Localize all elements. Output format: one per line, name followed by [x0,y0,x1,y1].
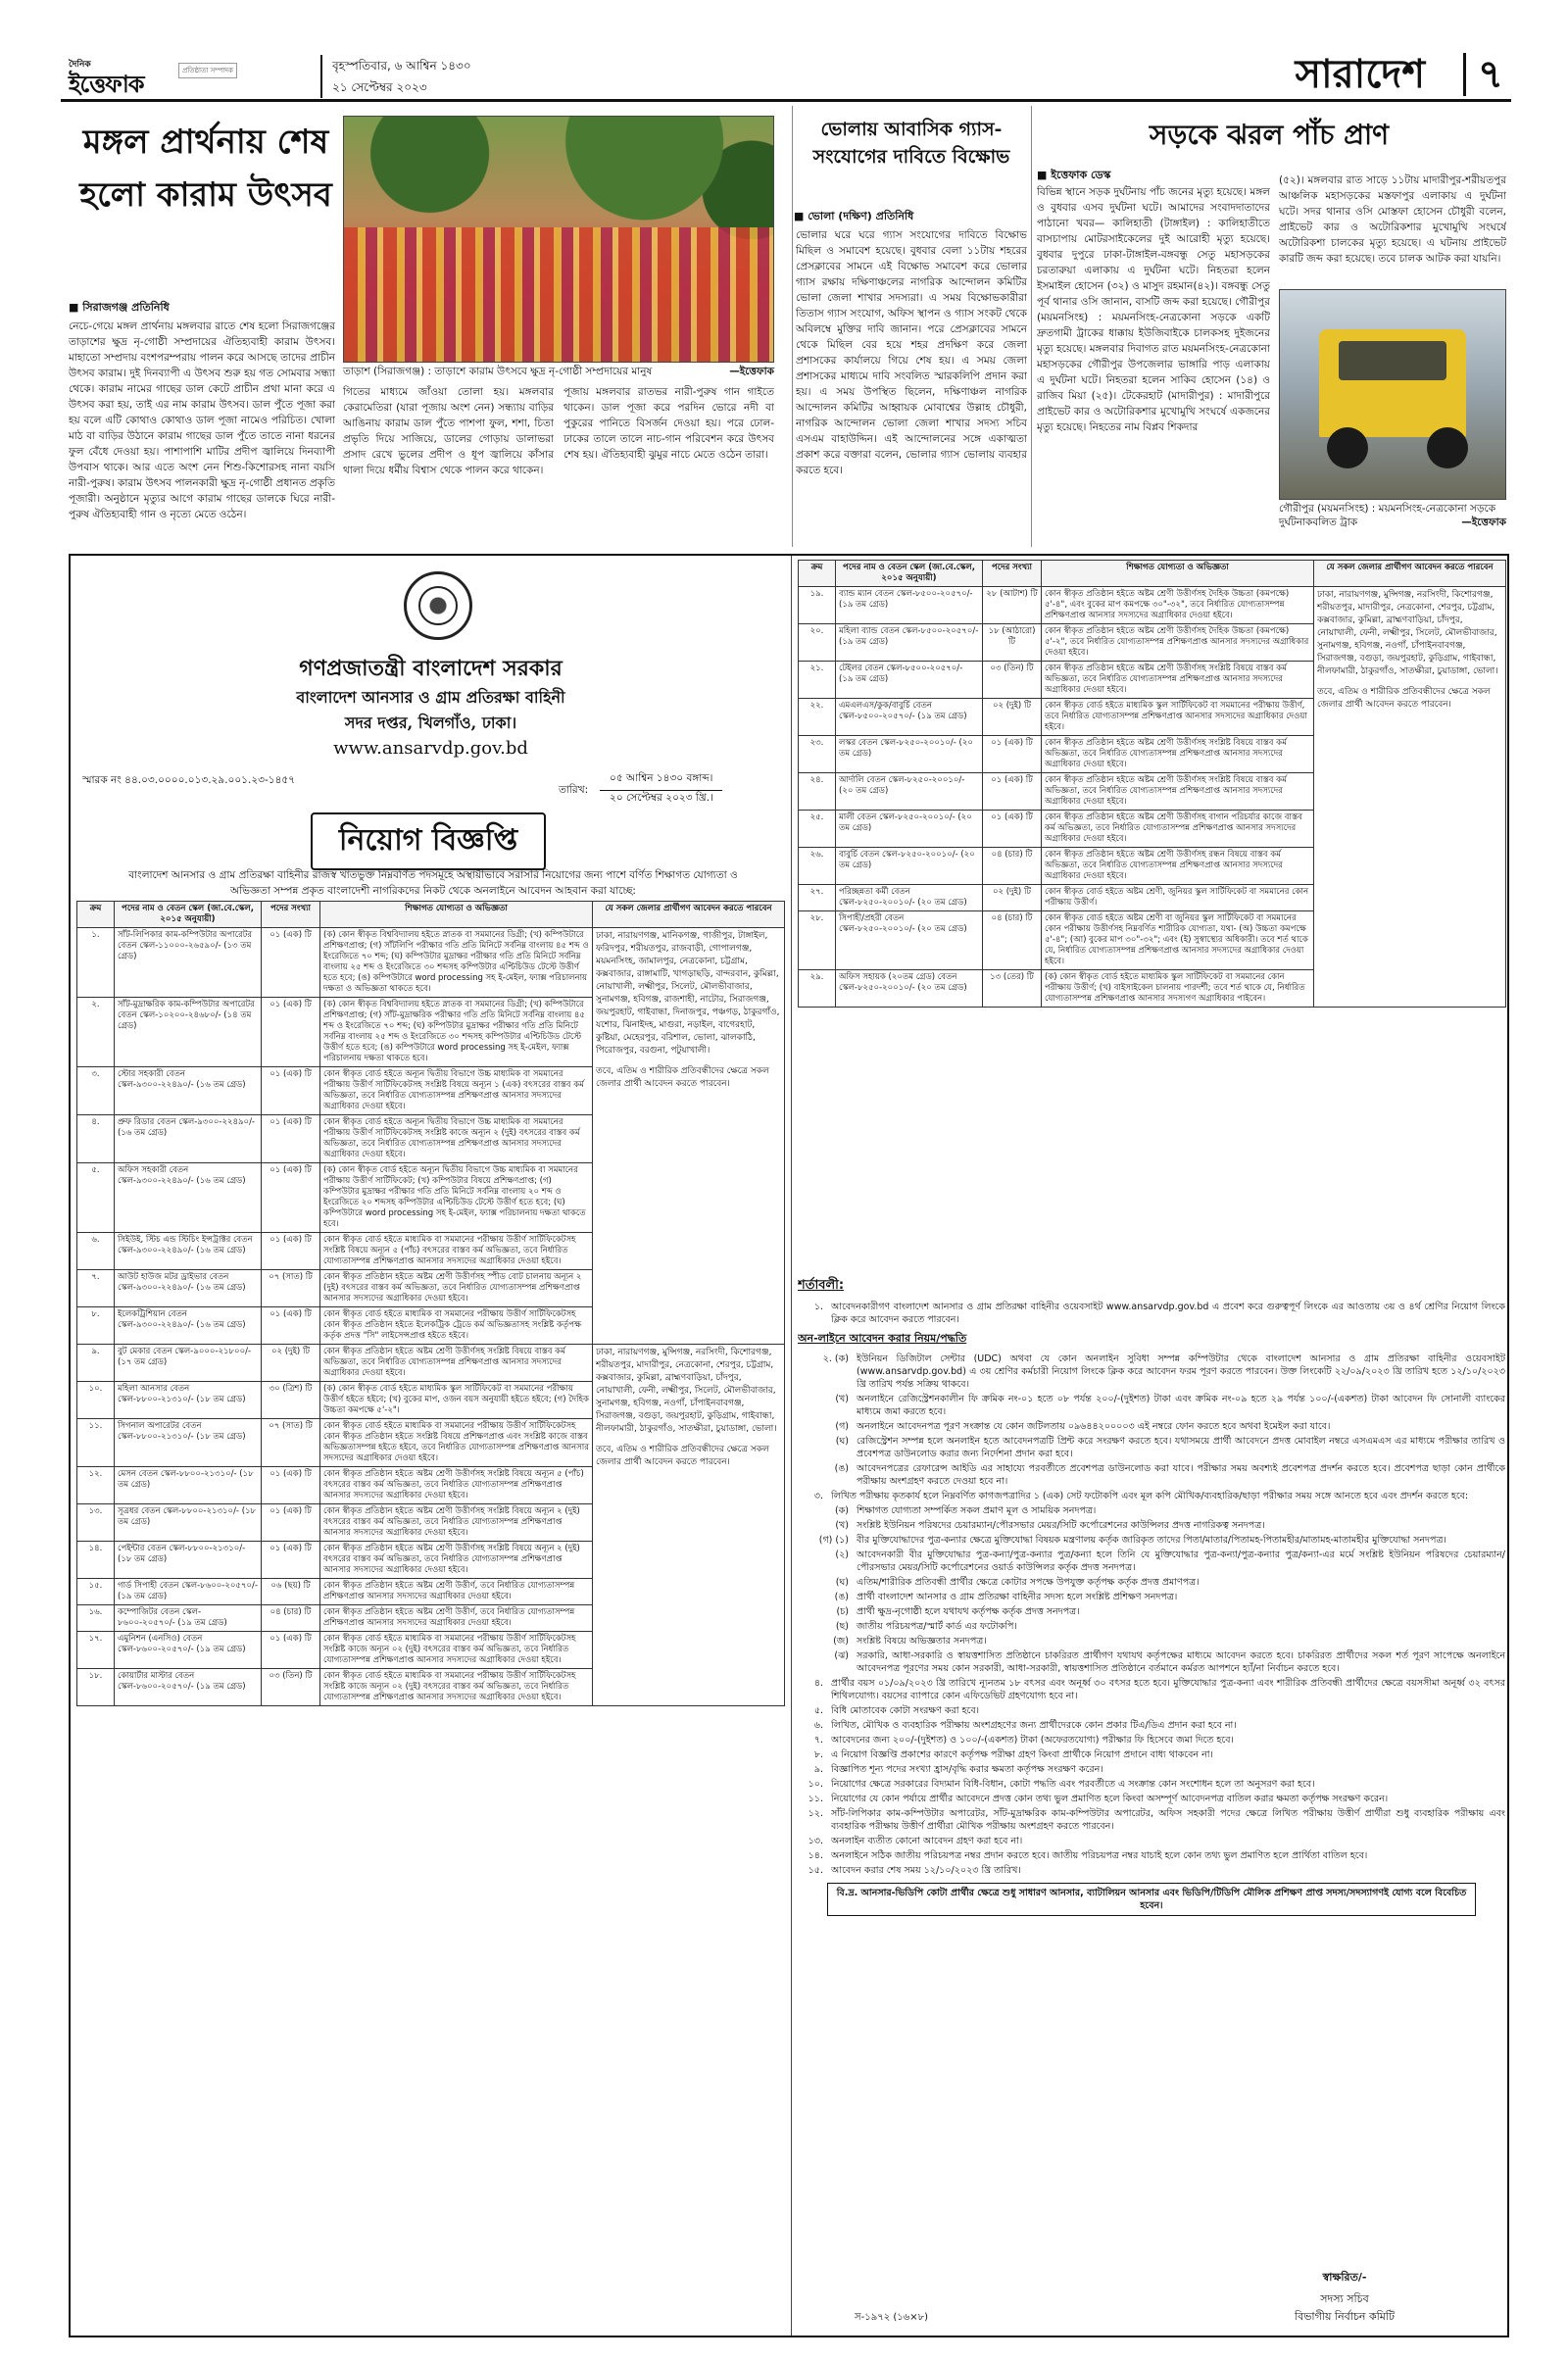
post-name-scale: বাবুর্চি বেতন স্কেল-৮২৫০-২০০১০/- (২০ তম গ্রেড) [836,848,983,885]
eligible-districts [1314,587,1506,1008]
eligible-districts [593,928,785,1345]
general-conditions-list [798,1677,1505,1877]
road-accident-col1: বিভিন্ন স্থানে সড়ক দুর্ঘটনায় পাঁচ জনের মৃত্যু হয়েছে। মঙ্গল ও বুধবার এসব দুর্ঘটনা ঘটে। আমাদের সংবাদদাতাদের পাঠানো খবর— কালিহাতী (টাঙ্গাইল) : কালিহাতীতে বাসচাপায় মোটরসাইকেলের দুই আরোহী মৃত্যু হয়েছে। বুধবার দুপুরে ঢাকা-টাঙ্গাইল-বঙ্গবন্ধু সেতু মহাসড়কের চরতারুয়া এলাকায় এ দুর্ঘটনা ঘটে। নিহতরা হলেন ইসমাইল হোসেন (৩২) ও মাসুদ রহমান(৪২)। বঙ্গবন্ধু সেতু পূর্ব থানার ওসি জানান, বাসটি জব্দ করা হয়েছে। গৌরীপুর (ময়মনসিংহ) : ময়মনসিংহ-নেত্রকোনা সড়কে একটি দ্রুতগামী ট্রাকের ধাক্কায় ইউজিবাইকে চালকসহ দুইজনের মৃত্যু হয়েছে। মঙ্গলবার দিবাগত রাত ময়মনসিংহ-নেত্রকোনা মহাসড়কের গৌরীপুর উপজেলার ভাঙ্গারি পাড় এলাকায় এ দুর্ঘটনা ঘটে। নিহতরা হলেন সাকিব হোসেন (১৪) ও রাজিব মিয়া (২৫)। টেকেরহাট (মাদারীপুর) : মাদারীপুরে প্রাইভেট কার ও অটোরিকশার মুখোমুখি সংঘর্ষে একজনের মৃত্যু হয়েছে। নিহতের নাম বিপ্লব শিকদার [1037,186,1270,433]
condition-number: ১১. [808,1794,823,1804]
post-serial: ২৩. [799,736,836,773]
road-accident-byline: ■ ইত্তেফাক ডেস্ক [1037,169,1111,181]
condition-text: প্রার্থী বাংলাদেশ আনসার ও গ্রাম প্রতিরক্ষা বাহিনীর সদস্য হলে সংশ্লিষ্ট প্রশিক্ষণ সনদপত্র। [857,1592,1178,1602]
post-count: ০১ (এক) টি [262,1067,320,1115]
condition-item [798,1849,1505,1862]
post-count: ০১ (এক) টি [983,811,1042,848]
condition-item [798,1591,1505,1603]
post-name-scale: বুট মেকার বেতন স্কেল-৯০০০-২১৮০০/- (১৭ তম গ্রেড) [115,1345,262,1382]
post-count: ০৪ (চার) টি [983,911,1042,970]
condition-text: আবেদনকারীগণ বাংলাদেশ আনসার ও গ্রাম প্রতিরক্ষা বাহিনীর ওয়েবসাইট www.ansarvdp.gov.bd এ প্রবেশ করে গুরুত্বপূর্ণ লিংকে এর আওতায় ৩য় ও ৪র্থ শ্রেণির নিয়োগ লিংকে ক্লিক করে আবেদন করতে পারবেন। [831,1302,1505,1325]
karam-photo-caption [343,365,774,378]
post-qualification: কোন স্বীকৃত প্রতিষ্ঠান হইতে অষ্টম শ্রেণী উত্তীর্ণসহ দৈহিক উচ্চতা (কমপক্ষে) ৫'-২", তবে নির্ধারিত যোগ্যতাসম্পন্ন প্রশিক্ষণপ্রাপ্ত আনসার সদস্যদের অগ্রাধিকার দেওয়া হইবে। [1042,624,1314,662]
post-name-scale: এমএলএস/কুক/বাবুর্চি বেতন স্কেল-৮৫০০-২০৫৭০/- (১৯ তম গ্রেড) [836,699,983,736]
condition-number: ৯. [813,1764,823,1775]
condition-text: জাতীয় পরিচয়পত্র/স্মার্ট কার্ড এর ফটোকপি। [857,1621,1017,1632]
post-name-scale: মালী বেতন স্কেল-৮২৫০-২০০১০/- (২০ তম গ্রেড) [836,811,983,848]
post-qualification: কোন স্বীকৃত বোর্ড হইতে অষ্টম শ্রেণী বা জুনিয়র স্কুল সার্টিফিকেট বা সমমানের কোন পরীক্ষায় উত্তীর্ণসহ নিম্নবর্ণিত শারীরিক যোগ্যতা, যথা- (অ) উচ্চতা কমপক্ষে ৫'-৪"; (আ) বুকের মাপ ৩০"-৩২"; এবং (ই) সুস্বাস্থ্যের অধিকারী। তবে শর্ত থাকে যে, নির্ধারিত যোগ্যতাসম্পন্ন প্রশিক্ষণপ্রাপ্ত আনসার সদস্যদের অগ্রাধিকার দেওয়া হইবে। [1042,911,1314,970]
post-count: ০১ (এক) টি [262,1542,320,1579]
condition-number: ১২. [808,1808,823,1819]
header-serial: ক্রম [799,561,836,587]
post-count: ০১ (এক) টি [262,1467,320,1504]
condition-number: (ঙ) [834,1463,849,1474]
accident-truck-photo[interactable] [1279,289,1506,500]
post-name-scale: স্টোর সহকারী বেতন স্কেল-৯৩০০-২২৪৯০/- (১৬ তম গ্রেড) [115,1067,262,1115]
post-qualification: (ক) কোন স্বীকৃত বিশ্ববিদ্যালয় হইতে স্নাতক বা সমমানের ডিগ্রী; (খ) কম্পিউটারে প্রশিক্ষণপ্রাপ্ত; (গ) সাঁটলিপি পরীক্ষার গতি প্রতি মিনিটে সর্বনিম্ন বাংলায় ৪৫ শব্দ ও ইংরেজিতে ৭০ শব্দ; (ঘ) কম্পিউটার মুদ্রাক্ষর পরীক্ষার গতি প্রতি মিনিটে সর্বনিম্ন বাংলায় ২৫ শব্দ ও ইংরেজিতে ৩০ শব্দসহ কম্পিউটার এপ্টিচিউড টেস্টে উত্তীর্ণ হতে হবে; (ঙ) কম্পিউটারে word processing সহ ই-মেইল, ফ্যাক্স পরিচালনায় দক্ষতা ও অভিজ্ঞতা থাকতে হবে। [320,928,593,998]
header-districts: যে সকল জেলার প্রার্থীগণ আবেদন করতে পারবেন [1314,561,1506,587]
karam-caption-text: তাড়াশ (সিরাজগঞ্জ) : তাড়াশে কারাম উৎসবে ক্ষুদ্র নৃ-গোষ্ঠী সম্প্রদায়ের মানুষ [343,366,653,377]
post-serial: ২৫. [799,811,836,848]
post-serial: ৬. [77,1233,115,1270]
condition-item [798,1649,1505,1675]
conditions-section [798,1276,1505,2295]
condition-item [798,1835,1505,1847]
post-name-scale: পেইন্টার বেতন স্কেল-৮৮০০-২১৩১০/- (১৮ তম গ্রেড) [115,1542,262,1579]
post-qualification: (ক) কোন স্বীকৃত বোর্ড হইতে মাধ্যমিক স্কুল সার্টিফিকেট বা সমমানের পরীক্ষায় উত্তীর্ণ হইতে হইবে; (খ) বুকের মাপ, ওজন বয়স অনুযায়ী হইতে হইবে; (গ) দৈহিক উচ্চতা কমপক্ষে ৫'-২"। [320,1382,593,1419]
post-serial: ৮. [77,1307,115,1345]
post-count: ৩০ (ত্রিশ) টি [262,1382,320,1419]
conditions-title: শর্তাবলী: [798,1278,845,1293]
notice-date-bengali: ০৫ আশ্বিন ১৪৩০ বঙ্গাব্দ। [600,771,722,791]
post-name-scale: মহিলা ব্যান্ড বেতন স্কেল-৮৫০০-২০৫৭০/- (১৯ তম গ্রেড) [836,624,983,662]
newspaper-logo[interactable] [69,57,265,98]
page-number: ৭ [1463,53,1503,96]
condition-number: ৭. [813,1735,823,1746]
condition-number: (ঙ) [834,1592,849,1602]
condition-text: ইউনিয়ন ডিজিটাল সেন্টার (UDC) অথবা যে কোন অনলাইন সুবিধা সম্পন্ন কম্পিউটার থেকে বাংলাদেশ আনসার ও গ্রাম প্রতিরক্ষা বাহিনীর ওয়েবসাইট (www.ansarvdp.gov.bd) এ ৩য় শ্রেণির কর্মচারী নিয়োগ লিংকে ক্লিক করে আবেদন ফরম পূরণ করতে পারবেন। উক্ত লিংকেটি ২২/০৯/২০২৩ খ্রি তারিখ হতে ১২/১০/২০২৩ খ্রি তারিখ পর্যন্ত সক্রিয় থাকবে। [857,1353,1505,1390]
post-count: ০৩ (তিন) টি [983,662,1042,699]
post-name-scale: সিইউই, স্টিচ এন্ড স্টিচিং ইন্সট্রাক্টর বেতন স্কেল-৯৩০০-২২৪৯০/- (১৬ তম গ্রেড) [115,1233,262,1270]
condition-text: সরকারি, আধা-সরকারি ও স্বায়ত্তশাসিত প্রতিষ্ঠানে চাকরিরত প্রার্থীগণ যথাযথ কর্তৃপক্ষের মাধ্যমে আবেদন করতে হবে। চাকরিরত প্রার্থীদের সকল শর্ত পূরণ সাপেক্ষে অনলাইনে আবেদনপত্র পূরণের সময় কোন সরকারী, আধা-সরকারী, স্বায়ত্তশাসিত প্রতিষ্ঠানে বর্তমানে কর্মরত আপশনে হ্যাঁ/না নির্বাচন করতে হবে। [857,1650,1505,1674]
post-count: ০২ (দুই) টি [262,1345,320,1382]
condition-text: লিখিত পরীক্ষায় কৃতকার্য হলে নিম্নবর্ণিত কাগজপত্রাদির ১ (এক) সেট ফটোকপি এবং মূল কপি মৌখিক/ব্যবহারিক/ছাড়া পরীক্ষার সময় সঙ্গে আনতে হবে এবং প্রদর্শন করতে হবে: [831,1491,1469,1501]
condition-item [798,1435,1505,1460]
districts-note: তবে, এতিম ও শারীরিক প্রতিবন্ধীদের ক্ষেত্রে সকল জেলার প্রার্থী আবেদন করতে পারবেন। [1317,687,1491,710]
condition-text: বীর মুক্তিযোদ্ধাদের পুত্র-কন্যার ক্ষেত্রে মুক্তিযোদ্ধা বিষয়ক মন্ত্রণালয় কর্তৃক জারিকৃত তাদের পিতা/মাতার/পিতামহ-পিতামহীর/মাতামহ-মাতামহীর মুক্তিযোদ্ধা সনদপত্র। [857,1535,1446,1546]
condition-text: অনলাইনে সঠিক জাতীয় পরিচয়পত্র নম্বর প্রদান করতে হবে। জাতীয় পরিচয়পত্র নম্বর যাচাই হলে কোন তথ্য ভুল প্রমাণিত হলে প্রার্থিতা বাতিল হবে। [831,1850,1368,1861]
post-count: ০১ (এক) টি [262,1504,320,1542]
condition-text: বিজ্ঞাপিত শূন্য পদের সংখ্যা হ্রাস/বৃদ্ধি করার ক্ষমতা কর্তৃপক্ষ সংরক্ষণ করেন। [831,1764,1103,1775]
condition-text: শিক্ষাগত যোগ্যতা সম্পর্কিত সকল প্রমাণ মূল ও সাময়িক সনদপত্র। [857,1505,1097,1516]
logo-wordmark: ইত্তেফাক [69,70,144,98]
post-serial: ২৬. [799,848,836,885]
post-serial: ১২. [77,1467,115,1504]
post-name-scale: সূত্রধর বেতন স্কেল-৮৮০০-২১৩১০/- (১৮ তম গ্রেড) [115,1504,262,1542]
post-count: ০৬ (ছয়) টি [262,1579,320,1605]
condition-item [798,1635,1505,1648]
post-qualification: কোন স্বীকৃত প্রতিষ্ঠান হইতে অষ্টম শ্রেণী উত্তীর্ণ, তবে নির্ধারিত যোগ্যতাসম্পন্ন প্রশিক্ষণপ্রাপ্ত আনসার সদস্যদের অগ্রাধিকার দেওয়া হইবে। [320,1605,593,1632]
post-name-scale: প্রুফ রিডার বেতন স্কেল-৯৩০০-২২৪৯০/- (১৬ তম গ্রেড) [115,1115,262,1163]
truck-wheel-image [1427,427,1468,468]
post-serial: ১৯. [799,587,836,624]
condition-item [798,1393,1505,1418]
header-post-name: পদের নাম ও বেতন স্কেল (জা.বে.স্কেল, ২০১৫ অনুযায়ী) [115,902,262,928]
post-qualification: কোন স্বীকৃত প্রতিষ্ঠান হইতে অষ্টম শ্রেণী উত্তীর্ণসহ সংশ্লিষ্ট বিষয়ে অন্যূন ৫ (পাঁচ) বৎসরের বাস্তব কর্ম অভিজ্ঞতা, তবে নির্ধারিত যোগ্যতাসম্পন্ন প্রশিক্ষণপ্রাপ্ত আনসার সদস্যদের অগ্রাধিকার দেওয়া হইবে। [320,1467,593,1504]
post-count: ০৭ (সাত) টি [262,1270,320,1307]
districts-note: তবে, এতিম ও শারীরিক প্রতিবন্ধীদের ক্ষেত্রে সকল জেলার প্রার্থী আবেদন করতে পারবেন। [596,1066,769,1089]
post-name-scale: কম্পোজিটর বেতন স্কেল- ৮৬০০-২০৫৭০/- (১৯ তম গ্রেড) [115,1605,262,1632]
header-serial: ক্রম [77,902,115,928]
condition-number: (ঘ) [835,1577,849,1588]
post-serial: ২৮. [799,911,836,970]
truck-wheel-image [1327,427,1368,468]
truck-photo-caption [1279,502,1506,529]
eligible-districts [593,1345,785,1706]
posts-table-left [76,901,785,1706]
condition-item [798,1519,1505,1532]
post-qualification: কোন স্বীকৃত প্রতিষ্ঠান হইতে অষ্টম শ্রেণী উত্তীর্ণসহ বাগান পরিচর্যার কাজে বাস্তব কর্ম অভিজ্ঞতা, তবে নির্ধারিত যোগ্যতাসম্পন্ন প্রশিক্ষণপ্রাপ্ত আনসার সদস্যদের অগ্রাধিকার দেওয়া হইবে। [1042,811,1314,848]
header-qualification: শিক্ষাগত যোগ্যতা ও অভিজ্ঞতা [320,902,593,928]
post-serial: ২১. [799,662,836,699]
post-qualification: কোন স্বীকৃত প্রতিষ্ঠান হইতে অষ্টম শ্রেণী উত্তীর্ণসহ সংশ্লিষ্ট বিষয়ে বাস্তব কর্ম অভিজ্ঞতা, তবে নির্ধারিত যোগ্যতাসম্পন্ন প্রশিক্ষণপ্রাপ্ত আনসার সদস্যদের অগ্রাধিকার দেওয়া হইবে। [1042,662,1314,699]
condition-text: সংশ্লিষ্ট ইউনিয়ন পরিষদের চেয়ারম্যান/পৌরসভার মেয়র/সিটি কর্পোরেশনের কাউন্সিলর প্রদত্ত নাগরিকত্ব সনদপত্র। [857,1520,1265,1531]
truck-caption-text: গৌরীপুর (ময়মনসিংহ) : ময়মনসিংহ-নেত্রকোনা সড়কে দুর্ঘটনাকবলিত ট্রাক [1279,503,1496,528]
post-count: ০২ (দুই) টি [983,885,1042,911]
post-serial: ২২. [799,699,836,736]
condition-number: (গ) (১) [818,1535,849,1546]
road-accident-headline[interactable]: সড়কে ঝরল পাঁচ প্রাণ [1149,119,1390,151]
truck-windshield-image [1339,341,1446,380]
masthead [61,51,1511,102]
online-apply-list [798,1353,1505,1488]
post-serial: ৩. [77,1067,115,1115]
post-serial: ১৭. [77,1632,115,1669]
post-serial: ৪. [77,1115,115,1163]
condition-number: (গ) [835,1421,849,1432]
post-name-scale: অফিস সহায়ক (২০তম গ্রেড) বেতন স্কেল-৮২৫০-২০০১০/- (২০ তম গ্রেড) [836,970,983,1008]
condition-item [798,1719,1505,1732]
condition-item [798,1807,1505,1833]
notice-date-gregorian: ২০ সেপ্টেম্বর ২০২৩ খ্রি.। [610,792,713,804]
karam-festival-photo[interactable] [343,116,774,363]
post-qualification: কোন স্বীকৃত প্রতিষ্ঠান হইতে অষ্টম শ্রেণী উত্তীর্ণসহ স্পীড বোট চালনায় অন্যূন ২ (দুই) বৎসরের বাস্তব কর্ম অভিজ্ঞতা, তবে নির্ধারিত যোগ্যতাসম্পন্ন প্রশিক্ষণপ্রাপ্ত আনসার সদস্যদের অগ্রাধিকার দেওয়া হইবে। [320,1270,593,1307]
online-apply-title: অন-লাইনে আবেদন করার নিয়ম/পদ্ধতি [798,1332,967,1345]
condition-number: ১৪. [808,1850,823,1861]
condition-text: সংশ্লিষ্ট বিষয়ে অভিজ্ঞতার সনদপত্র। [857,1636,987,1647]
road-accident-col2: (৫২)। মঙ্গলবার রাত সাড়ে ১১টায় মাদারীপুর-শরীয়তপুর আঞ্চলিক মহাসড়কের মস্তফাপুর এলাকায় এ দুর্ঘটনা ঘটে। সদর থানার ওসি মোস্তফা হোসেন চৌধুরী বলেন, প্রাইভেট কার ও অটোরিকশার মুখোমুখি সংঘর্ষে অটোরিকশা চালকের মৃত্যু হয়েছে। এ ঘটনায় প্রাইভেট কারটি জব্দ করা হয়েছে। তবে চালক আটক করা যায়নি। [1279,174,1506,265]
notice-intro: বাংলাদেশ আনসার ও গ্রাম প্রতিরক্ষা বাহিনীর রাজস্ব খাতভুক্ত নিম্নবর্ণিত পদসমূহে অস্থায়ীভাবে সরাসরি নিয়োগের জন্য পাশে বর্ণিত শিক্ষাগত যোগ্যতা ও অভিজ্ঞতা সম্পন্ন প্রকৃত বাংলাদেশী নাগরিকদের নিকট থেকে অনলাইনে আবেদন আহবান করা যাচ্ছে: [128,869,738,897]
karam-article-col3: পূজায় মঙ্গলবার রাতভর নারী-পুরুষ গান গাইতে থাকেন। ডাল পূজা করে পরদিন ভোরে নদী বা পুকুরের পানিতে বিসর্জন দেওয়া হয়। পরে ঢোল-ঢাকের তালে তালে নাচ-গান পরিবেশন করে উৎসব শেষ হয়। ঐতিহ্যবাহী ঝুমুর নাচে মেতে ওঠেন তারা। [564,386,774,461]
karam-festival-headline[interactable]: মঙ্গল প্রার্থনায় শেষ হলো কারাম উৎসব [79,123,332,215]
memo-number: স্মারক নং ৪৪.০৩.০০০০.০১৩.২৯.০০১.২৩-১৪৫৭ [82,774,296,786]
government-title: গণপ্রজাতন্ত্রী বাংলাদেশ সরকার [299,656,563,681]
government-seal-icon [404,571,472,640]
post-qualification: কোন স্বীকৃত বোর্ড হইতে অষ্টম শ্রেণী, জুনিয়র স্কুল সার্টিফিকেট বা সমমানের কোন পরীক্ষায় উত্তীর্ণ। [1042,885,1314,911]
post-name-scale: ব্যান্ড ম্যান বেতন স্কেল-৮৫০০-২০৫৭০/- (১৯ তম গ্রেড) [836,587,983,624]
post-qualification: কোন স্বীকৃত বোর্ড হইতে মাধ্যমিক বা সমমানের পরীক্ষায় উত্তীর্ণ সার্টিফিকেটসহ সংশ্লিষ্ট বিষয়ে অন্যূন ৫ (পাঁচ) বৎসরের বাস্তব কর্ম অভিজ্ঞতা, তবে নির্ধারিত যোগ্যতাসম্পন্ন প্রশিক্ষণপ্রাপ্ত আনসার সদস্যদের অগ্রাধিকার দেওয়া হইবে। [320,1233,593,1270]
post-name-scale: সাঁট-লিপিকার কাম-কম্পিউটার অপারেটর বেতন স্কেল-১১০০০-২৬৫৯০/- (১৩ তম গ্রেড) [115,928,262,998]
post-serial: ২. [77,998,115,1067]
condition-text: আবেদন করার শেষ সময় ১২/১০/২০২৩ খ্রি তারিখ। [831,1865,1021,1876]
condition-item [798,1420,1505,1433]
condition-number: ৫. [813,1705,823,1716]
post-count: ০১ (এক) টি [983,773,1042,811]
post-qualification: কোন স্বীকৃত প্রতিষ্ঠান হইতে অষ্টম শ্রেণী উত্তীর্ণসহ দৈহিক উচ্চতা (কমপক্ষে) ৫'-৪", এবং বুকের মাপ কমপক্ষে ৩০"-৩২", তবে নির্ধারিত যোগ্যতাসম্পন্ন প্রশিক্ষণপ্রাপ্ত আনসার সদস্যদের অগ্রাধিকার দেওয়া হইবে। [1042,587,1314,624]
post-name-scale: আর্দালি বেতন স্কেল-৮২৫০-২০০১০/- (২০ তম গ্রেড) [836,773,983,811]
post-count: ০১ (এক) টি [262,1115,320,1163]
condition-number: ২. (ক) [822,1353,849,1364]
post-count: ০১ (এক) টি [262,1163,320,1233]
post-name-scale: ইলেকট্রিশিয়ান বেতন স্কেল-৯৩০০-২২৪৯০/- (১৬ তম গ্রেড) [115,1307,262,1345]
post-qualification: কোন স্বীকৃত প্রতিষ্ঠান হইতে অষ্টম শ্রেণী উত্তীর্ণ, তবে নির্ধারিত যোগ্যতাসম্পন্ন প্রশিক্ষণপ্রাপ্ত আনসার সদস্যদের অগ্রাধিকার দেওয়া হইবে। [320,1579,593,1605]
condition-item [798,1504,1505,1517]
logo-small-text: দৈনিক [69,60,91,70]
post-serial: ১. [77,928,115,998]
post-qualification: কোন স্বীকৃত প্রতিষ্ঠান হইতে অষ্টম শ্রেণী উত্তীর্ণসহ সংশ্লিষ্ট বিষয়ে অন্যূন ২ (দুই) বৎসরের বাস্তব কর্ম অভিজ্ঞতা, তবে নির্ধারিত যোগ্যতাসম্পন্ন প্রশিক্ষণপ্রাপ্ত আনসার সদস্যদের অগ্রাধিকার দেওয়া হইবে। [320,1542,593,1579]
recruitment-advertisement [69,554,1509,2337]
condition-item [798,1704,1505,1717]
condition-number: ১৫. [808,1865,823,1876]
header-districts: যে সকল জেলার প্রার্থীগণ আবেদন করতে পারবেন [593,902,785,928]
date-bengali: বৃহস্পতিবার, ৬ আশ্বিন ১৪৩০ [332,59,471,73]
condition-number: ৪. [813,1678,823,1689]
table-row [799,587,1506,624]
post-name-scale: লস্কর বেতন স্কেল-৮২৫০-২০০১০/- (২০ তম গ্রেড) [836,736,983,773]
districts-list-b: ঢাকা, নারায়ণগঞ্জ, মুন্সিগঞ্জ, নরসিংদী, কিশোরগঞ্জ, শরীয়তপুর, মাদারীপুর, নেত্রকোনা, শেরপুর, চট্টগ্রাম, কক্সবাজার, কুমিল্লা, ব্রাহ্মণবাড়িয়া, চাঁদপুর, নোয়াখালী, ফেনী, লক্ষ্মীপুর, সিলেট, মৌলভীবাজার, সুনামগঞ্জ, হবিগঞ্জ, নওগাঁ, চাঁপাইনবাবগঞ্জ, সিরাজগঞ্জ, বগুড়া, জয়পুরহাট, কুড়িগ্রাম, গাইবান্ধা, নীলফামারী, ঠাকুরগাঁও, সাতক্ষীরা, চুয়াডাঙ্গা, ভোলা। [596,1348,777,1434]
header-post-count: পদের সংখ্যা [983,561,1042,587]
post-count: ১৮ (আঠারো) টি [983,624,1042,662]
post-count: ০১ (এক) টি [983,736,1042,773]
post-count: ০১ (এক) টি [262,1307,320,1345]
condition-text: এতিম/শারীরিক প্রতিবন্ধী প্রার্থীর ক্ষেত্রে কোটার সপক্ষে উপযুক্ত কর্তৃপক্ষ কর্তৃক প্রদত্ত প্রমাণপত্র। [857,1577,1200,1588]
post-count: ০১ (এক) টি [262,928,320,998]
karam-photo-credit: —ইত্তেফাক [729,366,774,377]
posts-table-right [798,560,1506,1008]
post-qualification: কোন স্বীকৃত বোর্ড হইতে অন্যূন দ্বিতীয় বিভাগে উচ্চ মাধ্যমিক বা সমমানের পরীক্ষায় উত্তীর্ণ সার্টিফিকেটসহ সংশ্লিষ্ট কাজে অন্যূন ২ (দুই) বৎসরের বাস্তব কর্ম অভিজ্ঞতা, তবে নির্ধারিত যোগ্যতাসম্পন্ন প্রশিক্ষণপ্রাপ্ত আনসার সদস্যদের অগ্রাধিকার দেওয়া হইবে। [320,1115,593,1163]
post-name-scale: সাঁট-মুদ্রাক্ষরিক কাম-কম্পিউটার অপারেটর বেতন স্কেল-১০২০০-২৪৬৮০/- (১৪ তম গ্রেড) [115,998,262,1067]
condition-item [798,1748,1505,1761]
truck-photo-credit: —ইত্তেফাক [1461,516,1506,528]
post-count: ২৮ (আটাশ) টি [983,587,1042,624]
condition-text: লিখিত, মৌখিক ও ব্যবহারিক পরীক্ষায় অংশগ্রহণের জন্য প্রার্থীদেরকে কোন প্রকার টিএ/ডিএ প্রদান করা হবে না। [831,1720,1237,1731]
condition-item: ১. আবেদনকারীগণ বাংলাদেশ আনসার ও গ্রাম প্রতিরক্ষা বাহিনীর ওয়েবসাইট www.ansarvdp.gov.bd এ প্রবেশ করে গুরুত্বপূর্ণ লিংকে এর আওতায় ৩য় ও ৪র্থ শ্রেণির নিয়োগ লিংকে ক্লিক করে আবেদন করতে পারবেন। [813,1302,1505,1325]
post-name-scale: কোয়ার্টার মাস্টার বেতন স্কেল-৮৬০০-২০৫৭০/- (১৯ তম গ্রেড) [115,1669,262,1706]
post-qualification: কোন স্বীকৃত বোর্ড হইতে মাধ্যমিক বা সমমানের পরীক্ষায় উত্তীর্ণ সার্টিফিকেটসহ সংশ্লিষ্ট কাজে অন্যূন ০২ (দুই) বৎসরের বাস্তব কর্ম অভিজ্ঞতা, তবে নির্ধারিত যোগ্যতাসম্পন্ন প্রশিক্ষণপ্রাপ্ত আনসার সদস্যদের অগ্রাধিকার দেওয়া হইবে। [320,1632,593,1669]
post-name-scale: সিপাহী/প্রহরী বেতন স্কেল-৮২৫০-২০০১০/- (২০ তম গ্রেড) [836,911,983,970]
condition-number: (ঝ) [834,1650,849,1661]
ad-column-divider [791,556,792,2336]
condition-text: আবেদনকারী বীর মুক্তিযোদ্ধার পুত্র-কন্যা/পুত্র-কন্যার পুত্র/কন্যা হলে তিনি যে মুক্তিযোদ্ধার পুত্র-কন্যা/পুত্র-কন্যার পুত্র/কন্যা-এর মর্মে সংশ্লিষ্ট ইউনিয়ন পরিষদের চেয়ারম্যান/পৌরসভার মেয়র/সিটি কর্পোরেশনের ওয়ার্ড কাউন্সিলর কর্তৃক প্রদত্ত সনদপত্র। [857,1549,1505,1573]
condition-number: (ছ) [835,1621,849,1632]
districts-note: তবে, এতিম ও শারীরিক প্রতিবন্ধীদের ক্ষেত্রে সকল জেলার প্রার্থী আবেদন করতে পারবেন। [596,1445,769,1467]
organization-address: সদর দপ্তর, খিলগাঁও, ঢাকা। [344,713,517,732]
condition-item [798,1549,1505,1574]
table-row [77,1345,785,1382]
condition-item [798,1462,1505,1488]
section-title: সারাদেশ [1295,51,1425,97]
post-serial: ১১. [77,1419,115,1467]
signature-label: স্বাক্ষরিত/- [1322,2271,1367,2284]
post-name-scale: গার্ড সিপাহী বেতন স্কেল-৮৬০০-২০৫৭০/- (১৯ তম গ্রেড) [115,1579,262,1605]
condition-item [798,1620,1505,1633]
districts-list-b: ঢাকা, নারায়ণগঞ্জ, মুন্সিগঞ্জ, নরসিংদী, কিশোরগঞ্জ, শরীয়তপুর, মাদারীপুর, নেত্রকোনা, শেরপুর, চট্টগ্রাম, কক্সবাজার, কুমিল্লা, ব্রাহ্মণবাড়িয়া, চাঁদপুর, নোয়াখালী, ফেনী, লক্ষ্মীপুর, সিলেট, মৌলভীবাজার, সুনামগঞ্জ, হবিগঞ্জ, নওগাঁ, চাঁপাইনবাবগঞ্জ, সিরাজগঞ্জ, বগুড়া, জয়পুরহাট, কুড়িগ্রাম, গাইবান্ধা, নীলফামারী, ঠাকুরগাঁও, সাতক্ষীরা, চুয়াডাঙ্গা, ভোলা। [1317,590,1498,676]
signatory-title: সদস্য সচিব [1320,2292,1369,2305]
logo-tagline: প্রতিষ্ঠাতা সম্পাদক [178,63,237,78]
condition-text: প্রার্থীর বয়স ০১/০৯/২০২৩ খ্রি তারিখে ন্যূনতম ১৮ বৎসর এবং অনূর্ধ্ব ৩০ বৎসর হতে হবে। মুক্তিযোদ্ধার পুত্র-কন্যা এবং শারীরিক প্রতিবন্ধী প্রার্থীদের ক্ষেত্রে বয়সসীমা অনূর্ধ্ব ৩২ বৎসর শিথিলযোগ্য। বয়সের ব্যাপারে কোন এফিডেভিট গ্রহণযোগ্য হবে না। [831,1678,1505,1701]
post-qualification: কোন স্বীকৃত বোর্ড হইতে মাধ্যমিক স্কুল সার্টিফিকেট বা সমমানের পরীক্ষায় উত্তীর্ণ, তবে নির্ধারিত যোগ্যতাসম্পন্ন প্রশিক্ষণপ্রাপ্ত আনসার সদস্যদের অগ্রাধিকার দেওয়া হইবে। [1042,699,1314,736]
issue-date [320,55,471,98]
post-serial: ১৪. [77,1542,115,1579]
bhola-byline: ■ ভোলা (দক্ষিণ) প্রতিনিধি [794,210,914,222]
condition-text: রেজিস্ট্রেশন সম্পন্ন হলে অনলাইন হতে আবেদনপত্রটি প্রিন্ট করে সংরক্ষণ করতে হবে। যথাসময়ে প্রার্থী আবেদনে প্রদত্ত মোবাইল নম্বরে এসএমএস এর মাধ্যমে পরীক্ষার তারিখ ও প্রবেশপত্র ডাউনলোড করার জন্য নির্দেশনা প্রদান করা হবে। [857,1436,1505,1459]
post-serial: ১৬. [77,1605,115,1632]
table-header-row [799,561,1506,587]
post-serial: ১০. [77,1382,115,1419]
post-serial: ১৩. [77,1504,115,1542]
condition-text: অনলাইনে আবেদনপত্র পূরণ সংক্রান্ত যে কোন জটিলতায় ০৯৬৪৪২০০০০৩ এই নম্বরে ফোন করতে হবে অথবা ইমেইল করা যাবে। [857,1421,1331,1432]
condition-item [798,1763,1505,1776]
post-name-scale: পরিচ্ছন্নতা কর্মী বেতন স্কেল-৮২৫০-২০০১০/- (২০ তম গ্রেড) [836,885,983,911]
column-divider [792,106,793,547]
post-name-scale: মেসন বেতন স্কেল-৮৮০০-২১৩১০/- (১৮ তম গ্রেড) [115,1467,262,1504]
condition-number: (২) [835,1549,849,1560]
condition-text: নিয়োগের ক্ষেত্রে সরকারের বিদ্যমান বিধি-বিধান, কোটা পদ্ধতি এবং পরবর্তীতে এ সংক্রান্ত কোন সংশোধন হলে তা অনুসরণ করা হবে। [831,1779,1315,1790]
post-count: ০১ (এক) টি [262,1632,320,1669]
post-name-scale: টেইলর বেতন স্কেল-৮৫০০-২০৫৭০/- (১৯ তম গ্রেড) [836,662,983,699]
organization-website-link[interactable]: www.ansarvdp.gov.bd [333,738,528,759]
tree-foliage-image [344,117,773,239]
post-count: ০১ (এক) টি [262,998,320,1067]
header-post-name: পদের নাম ও বেতন স্কেল (জা.বে.স্কেল, ২০১৫ অনুযায়ী) [836,561,983,587]
special-note: বি.দ্র. আনসার-ভিডিপি কোটা প্রার্থীর ক্ষেত্রে শুধু সাধারণ আনসার, ব্যাটালিয়ন আনসার এবং ভিডিপি/টিডিপি মৌলিক প্রশিক্ষণ প্রাপ্ত সদস্য/সদস্যাগণই যোগ্য বলে বিবেচিত হবেন। [827,1883,1476,1916]
post-qualification: কোন স্বীকৃত প্রতিষ্ঠান হইতে অষ্টম শ্রেণী উত্তীর্ণসহ সংশ্লিষ্ট বিষয়ে বাস্তব কর্ম অভিজ্ঞতা, তবে নির্ধারিত যোগ্যতাসম্পন্ন প্রশিক্ষণপ্রাপ্ত আনসার সদস্যদের অগ্রাধিকার দেওয়া হইবে। [1042,736,1314,773]
post-count: ০১ (এক) টি [262,1233,320,1270]
condition-item [798,1677,1505,1702]
condition-text: নিয়োগের যে কোন পর্যায়ে প্রার্থীর আবেদনে প্রদত্ত কোন তথ্য ভুল প্রমাণিত হলে কিংবা অসম্পূর্ণ আবেদনপত্র বাতিল করার ক্ষমতা কর্তৃপক্ষ সংরক্ষণ করেন। [831,1794,1389,1804]
documents-list [798,1504,1505,1675]
condition-item [798,1864,1505,1877]
post-serial: ১৫. [77,1579,115,1605]
condition-number: ৬. [813,1720,823,1731]
date-gregorian: ২১ সেপ্টেম্বর ২০২৩ [332,80,427,94]
karam-byline: ■ সিরাজগঞ্জ প্রতিনিধি [69,301,170,314]
condition-text: অনলাইনে রেজিস্ট্রেশনকালীন ফি ক্রমিক নং-০১ হতে ০৮ পর্যন্ত ২০০/-(দুইশত) টাকা এবং ক্রমিক নং-০৯ হতে ২৯ পর্যন্ত ১০০/-(একশত) টাকা আবেদন ফি সোনালী ব্যাংকের মাধ্যমে জমা করতে হবে। [857,1394,1505,1417]
post-serial: ১৮. [77,1669,115,1706]
condition-text: প্রার্থী ক্ষুদ্র-নৃগোষ্ঠী হলে যথাযথ কর্তৃপক্ষ কর্তৃক প্রদত্ত সনদপত্র। [857,1606,1080,1617]
post-name-scale: মহিলা আনসার বেতন স্কেল-৮৮০০-২১৩১০/- (১৮ তম গ্রেড) [115,1382,262,1419]
karam-article-col1: নেচে-গেয়ে মঙ্গল প্রার্থনায় মঙ্গলবার রাতে শেষ হলো সিরাজগঞ্জের তাড়াশের ক্ষুদ্র নৃ-গোষ্ঠী সম্প্রদায়ের ঐতিহ্যবাহী কারাম উৎসব। মাহাতো সম্প্রদায় বংশপরম্পরায় পালন করে আসছে তাদের প্রাচীন উৎসব কারাম। দুই দিনব্যাপী এ উৎসব শুরু হয় গত সোমবার সন্ধ্যা থেকে। কারাম নামের গাছের ডাল কেটে প্রাচীন প্রথা মানা করে এ উৎসব করা হয়, তাই এর নাম কারাম উৎসব। ডাল পুঁতে পূজা করা হয় বলে এটি কোথাও কোথাও ডাল পূজা নামেও পরিচিত। খোলা মাঠ বা বাড়ির উঠানে কারাম গাছের ডাল পুঁতে তাতে নানা ধরনের ফুল বেঁধে দেওয়া হয়। পাশাপাশি মাটির প্রদীপ জ্বালিয়ে দিনব্যাপী উপবাস থাকে। আর এতে অংশ নেন শিশু-কিশোরসহ নানা বয়সি নারী-পুরুষ। কারাম উৎসব পালনকারী ক্ষুদ্র নৃ-গোষ্ঠী প্রধানত প্রকৃতি পূজারী। অনুষ্ঠানে মৃত্যুর আগে কারাম গাছের ডালকে ঘিরে নারী-পুরুষ ঐতিহ্যবাহী গান ও নৃত্যে মেতে ওঠেন। [69,320,335,520]
post-serial: ২৪. [799,773,836,811]
bhola-gas-headline[interactable]: ভোলায় আবাসিক গ্যাস-সংযোগের দাবিতে বিক্ষোভ [812,119,1010,168]
condition-text: বিধি মোতাবেক কোটা সংরক্ষণ করা হবে। [831,1705,980,1716]
post-count: ০৪ (চার) টি [983,848,1042,885]
condition-text: সাঁট-লিপিকার কাম-কম্পিউটার অপারেটর, সাঁট-মুদ্রাক্ষরিক কাম-কম্পিউটার অপারেটর, অফিস সহকারী পদের ক্ষেত্রে লিখিত পরীক্ষায় উত্তীর্ণ প্রার্থীরা শুধু ব্যবহারিক পরীক্ষায় এবং ব্যবহারিক পরীক্ষায় উত্তীর্ণ প্রার্থীরা মৌখিক পরীক্ষায় অংশগ্রহণ করতে পারবেন। [831,1808,1505,1832]
header-qualification: শিক্ষাগত যোগ্যতা ও অভিজ্ঞতা [1042,561,1314,587]
post-qualification: (ক) কোন স্বীকৃত বোর্ড হইতে মাধ্যমিক স্কুল সার্টিফিকেট বা সমমানের কোন পরীক্ষায় উত্তীর্ণ; (খ) বাইসাইকেল চালনায় পারদর্শী; তবে শর্ত থাকে যে, নির্ধারিত যোগ্যতাসম্পন্ন প্রশিক্ষণপ্রাপ্ত আনসার সদস্যগণ অগ্রাধিকার পাইবেন। [1042,970,1314,1008]
table-row [77,928,785,998]
condition-item: ৩. লিখিত পরীক্ষায় কৃতকার্য হলে নিম্নবর্ণিত কাগজপত্রাদির ১ (এক) সেট ফটোকপি এবং মূল কপি মৌখিক/ব্যবহারিক/ছাড়া পরীক্ষার সময় সঙ্গে আনতে হবে এবং প্রদর্শন করতে হবে: [798,1490,1505,1502]
post-name-scale: সিগনাল অপারেটর বেতন স্কেল-৮৮০০-২১৩১০/- (১৮ তম গ্রেড) [115,1419,262,1467]
post-count: ০৪ (চার) টি [262,1605,320,1632]
post-count: ০২ (দুই) টি [983,699,1042,736]
crowd-image [344,227,773,363]
condition-number: ১৩. [808,1836,823,1846]
bhola-article-body: ভোলার ঘরে ঘরে গ্যাস সংযোগের দাবিতে বিক্ষোভ মিছিল ও সমাবেশ হয়েছে। বুধবার বেলা ১১টায় শহরের প্রেসক্লাবের সামনে এই বিক্ষোভ সমাবেশ করে ভোলার গ্যাস রক্ষায় দক্ষিণাঞ্চলের নাগরিক আন্দোলন কমিটির ভোলা জেলা শাখার সদস্যরা। এ সময় বিক্ষোভকারীরা তিতাস গ্যাস সংযোগ, অফিস স্থাপন ও গ্যাস সংকট থেকে অবিলম্বে মুক্তির দাবি জানান। পরে প্রেসক্লাবের সামনে থেকে মিছিল বের হয়ে শহর প্রদক্ষিণ করে জেলা প্রশাসকের কার্যালয়ে গিয়ে শেষ হয়। এ সময় জেলা প্রশাসকের মাধ্যমে দাবি সংবলিত স্মারকলিপি প্রদান করা হয়। এ সময় উপস্থিত ছিলেন, দক্ষিণাঞ্চল নাগরিক আন্দোলন কমিটির আহ্বায়ক মোবাশ্বের উল্লাহ চৌধুরী, নাগরিক আন্দোলন ভোলা জেলা শাখার সদস্য সচিব এসএম বাহাউদ্দিন। এই আন্দোলনের সঙ্গে একাত্মতা প্রকাশ করে বক্তারা বলেন, ভোলার গ্যাস ভোলায় ব্যবহার করতে হবে। [796,229,1027,476]
post-serial: ২০. [799,624,836,662]
condition-item [798,1793,1505,1805]
condition-number: ১০. [808,1779,823,1790]
post-qualification: (ক) কোন স্বীকৃত বোর্ড হইতে অন্যূন দ্বিতীয় বিভাগে উচ্চ মাধ্যমিক বা সমমানের পরীক্ষায় উত্তীর্ণ সার্টিফিকেট; (খ) কম্পিউটার বিষয়ে প্রশিক্ষণপ্রাপ্ত; (গ) কম্পিউটার মুদ্রাক্ষর পরীক্ষার গতি প্রতি মিনিটে সর্বনিম্ন বাংলায় ২০ শব্দ ও ইংরেজিতে ২০ শব্দসহ কম্পিউটার এপ্টিচিউড টেস্টে উত্তীর্ণ হতে হবে; (ঘ) কম্পিউটারে word processing সহ ই-মেইল, ফ্যাক্স পরিচালনায় দক্ষতা থাকতে হবে। [320,1163,593,1233]
condition-item [798,1778,1505,1791]
post-serial: ৭. [77,1270,115,1307]
condition-number: (ক) [834,1505,849,1516]
recruitment-notice-title: নিয়োগ বিজ্ঞপ্তি [311,812,546,870]
districts-list-a: ঢাকা, নারায়ণগঞ্জ, মানিকগঞ্জ, গাজীপুর, টাঙ্গাইল, ফরিদপুর, শরীয়তপুর, রাজবাড়ী, গোপালগঞ্জ, ময়মনসিংহ, জামালপুর, নেত্রকোনা, চট্টগ্রাম, কক্সবাজার, রাঙ্গামাটি, খাগড়াছড়ি, বান্দরবান, কুমিল্লা, নোয়াখালী, লক্ষ্মীপুর, সিলেট, মৌলভীবাজার, সুনামগঞ্জ, হবিগঞ্জ, রাজশাহী, নাটোর, সিরাজগঞ্জ, জয়পুরহাট, গাইবান্ধা, দিনাজপুর, পঞ্চগড়, ঠাকুরগাঁও, যশোর, ঝিনাইদহ, মাগুরা, নড়াইল, বাগেরহাট, কুষ্টিয়া, মেহেরপুর, বরিশাল, ভোলা, ঝালকাঠি, পিরোজপুর, বরগুনা, পটুয়াখালী। [596,931,780,1056]
condition-number: (জ) [833,1636,849,1647]
post-qualification: কোন স্বীকৃত বোর্ড হইতে অন্যূন দ্বিতীয় বিভাগে উচ্চ মাধ্যমিক বা সমমানের পরীক্ষায় উত্তীর্ণ সার্টিফিকেটসহ সংশ্লিষ্ট বিষয়ে অন্যূন ১ (এক) বৎসরের বাস্তব কর্ম অভিজ্ঞতা, তবে নির্ধারিত যোগ্যতাসম্পন্ন প্রশিক্ষণপ্রাপ্ত আনসার সদস্যদের অগ্রাধিকার দেওয়া হইবে। [320,1067,593,1115]
karam-article-col2: গিতের মাধ্যমে জাঁওয়া তোলা হয়। মঙ্গলবার কেরামেতিরা (যারা পূজায় অংশ নেন) সন্ধ্যায় বাড়ির আঙিনায় কারাম ডাল পুঁতে পাশপা ফুল, শশা, চিতা প্রভৃতি দিয়ে সাজিয়ে, ডালের গোড়ায় ডালাভরা প্রসাদ রেখে ভুলের প্রদীপ ও ধূপ জ্বালিয়ে কাঁসার থালা দিয়ে ধর্মীয় বিশ্বাস থেকে পালন করে থাকেন। [343,386,554,476]
table-header-row [77,902,785,928]
ad-code: স-১৯৭২ (১৬×৮) [855,2312,929,2323]
post-qualification: কোন স্বীকৃত প্রতিষ্ঠান হইতে অষ্টম শ্রেণী উত্তীর্ণসহ সংশ্লিষ্ট বিষয়ে বাস্তব কর্ম অভিজ্ঞতা, তবে নির্ধারিত যোগ্যতাসম্পন্ন প্রশিক্ষণপ্রাপ্ত আনসার সদস্যদের অগ্রাধিকার দেওয়া হইবে। [1042,773,1314,811]
post-name-scale: অফিস সহকারী বেতন স্কেল-৯৩০০-২২৪৯০/- (১৬ তম গ্রেড) [115,1163,262,1233]
post-qualification: কোন স্বীকৃত প্রতিষ্ঠান হইতে অষ্টম শ্রেণী উত্তীর্ণসহ সংশ্লিষ্ট বিষয়ে অন্যূন ২ (দুই) বৎসরের বাস্তব কর্ম অভিজ্ঞতা, তবে নির্ধারিত যোগ্যতাসম্পন্ন প্রশিক্ষণপ্রাপ্ত আনসার সদস্যদের অগ্রাধিকার দেওয়া হইবে। [320,1504,593,1542]
post-count: ০৭ (সাত) টি [262,1419,320,1467]
signatory-committee: বিভাগীয় নির্বাচন কমিটি [1294,2310,1396,2323]
post-count: ০৩ (তিন) টি [262,1669,320,1706]
condition-item [798,1605,1505,1618]
post-serial: ২৯. [799,970,836,1008]
condition-item [798,1534,1505,1547]
condition-number: (ঘ) [835,1436,849,1447]
column-divider [1031,106,1032,547]
condition-item [798,1576,1505,1589]
post-qualification: (ক) কোন স্বীকৃত বিশ্ববিদ্যালয় হইতে স্নাতক বা সমমানের ডিগ্রী; (খ) কম্পিউটারে প্রশিক্ষণপ্রাপ্ত; (গ) সাঁট-মুদ্রাক্ষরিক পরীক্ষার গতি প্রতি মিনিটে সর্বনিম্ন বাংলায় ৪৫ শব্দ ও ইংরেজিতে ৭০ শব্দ; (ঘ) কম্পিউটার মুদ্রাক্ষর পরীক্ষার গতি প্রতি মিনিটে সর্বনিম্ন বাংলায় ২৫ শব্দ ও ইংরেজিতে ৩০ শব্দসহ কম্পিউটার এপ্টিচিউড টেস্টে উত্তীর্ণ হতে হবে; (ঙ) কম্পিউটারে word processing সহ ই-মেইল, ফ্যাক্স পরিচালনায় দক্ষতা থাকতে হবে। [320,998,593,1067]
condition-item [798,1734,1505,1746]
post-serial: ৯. [77,1345,115,1382]
condition-number: (খ) [835,1394,849,1404]
post-serial: ৫. [77,1163,115,1233]
condition-text: অনলাইন ব্যতীত কোনো আবেদন গ্রহণ করা হবে না। [831,1836,1023,1846]
post-count: ১৩ (তের) টি [983,970,1042,1008]
condition-item [798,1353,1505,1391]
condition-text: আবেদনপত্রের রেফারেন্স আইডি এর সাহায্যে পরবর্তীতে প্রবেশপত্র ডাউনলোড করা যাবে। পরীক্ষার সময় অবশ্যই প্রবেশপত্র প্রদর্শন করতে হবে। প্রবেশপত্র ছাড়া কোন প্রার্থীকে পরীক্ষায় অংশগ্রহণ করতে দেওয়া হবে না। [857,1463,1505,1487]
post-qualification: কোন স্বীকৃত বোর্ড হইতে মাধ্যমিক বা সমমানের পরীক্ষায় উত্তীর্ণ সার্টিফিকেটসহ কোন স্বীকৃত প্রতিষ্ঠান হইতে সংশ্লিষ্ট বিষয়ে প্রশিক্ষণপ্রাপ্ত এবং সংশ্লিষ্ট কাজে বাস্তব অভিজ্ঞতাসম্পন্ন হইতে হইবে, তবে নির্ধারিত যোগ্যতাসম্পন্ন প্রশিক্ষণপ্রাপ্ত আনসার সদস্যদের অগ্রাধিকার দেওয়া হইবে। [320,1419,593,1467]
post-qualification: কোন স্বীকৃত বোর্ড হইতে মাধ্যমিক বা সমমানের পরীক্ষায় উত্তীর্ণ সার্টিফিকেটসহ সংশ্লিষ্ট কাজে অন্যূন ০২ (দুই) বৎসরের বাস্তব কর্ম অভিজ্ঞতা, তবে নির্ধারিত যোগ্যতাসম্পন্ন প্রশিক্ষণপ্রাপ্ত আনসার সদস্যদের অগ্রাধিকার দেওয়া হইবে। [320,1669,593,1706]
post-serial: ২৭. [799,885,836,911]
post-qualification: কোন স্বীকৃত বোর্ড হইতে মাধ্যমিক বা সমমানের পরীক্ষায় উত্তীর্ণ সার্টিফিকেটসহ কোন স্বীকৃত প্রতিষ্ঠান হইতে ইলেকট্রিক ট্রেডে কর্ম অভিজ্ঞতাসহ সংশ্লিষ্ট কর্তৃপক্ষ কর্তৃক প্রদত্ত "সি" লাইসেন্সপ্রাপ্ত হইতে হইবে। [320,1307,593,1345]
condition-text: আবেদনের জন্য ২০০/-(দুইশত) ও ১০০/-(একশত) টাকা (অফেরতযোগ্য) পরীক্ষার ফি হিসেবে জমা দিতে হবে। [831,1735,1234,1746]
condition-text: এ নিয়োগ বিজ্ঞপ্তি প্রকাশের কারণে কর্তৃপক্ষ পরীক্ষা গ্রহণ কিংবা প্রার্থীকে নিয়োগ প্রদানে বাধ্য থাকবেন না। [831,1749,1213,1760]
condition-number: (খ) [835,1520,849,1531]
post-qualification: কোন স্বীকৃত প্রতিষ্ঠান হইতে অষ্টম শ্রেণী উত্তীর্ণসহ সংশ্লিষ্ট বিষয়ে বাস্তব কর্ম অভিজ্ঞতা, তবে নির্ধারিত যোগ্যতাসম্পন্ন প্রশিক্ষণপ্রাপ্ত আনসার সদস্যদের অগ্রাধিকার দেওয়া হইবে। [320,1345,593,1382]
organization-name: বাংলাদেশ আনসার ও গ্রাম প্রতিরক্ষা বাহিনী [296,688,565,707]
post-name-scale: এমুনিশন (এনসিও) বেতন স্কেল-৮৬০০-২০৫৭০/- (১৯ তম গ্রেড) [115,1632,262,1669]
condition-number: ৮. [813,1749,823,1760]
condition-number: (চ) [836,1606,849,1617]
date-label: তারিখ: [559,784,589,796]
post-qualification: কোন স্বীকৃত প্রতিষ্ঠান হইতে অষ্টম শ্রেণী উত্তীর্ণসহ রন্ধন বিষয়ে বাস্তব কর্ম অভিজ্ঞতা, তবে নির্ধারিত যোগ্যতাসম্পন্ন প্রশিক্ষণপ্রাপ্ত আনসার সদস্যদের অগ্রাধিকার দেওয়া হইবে। [1042,848,1314,885]
header-post-count: পদের সংখ্যা [262,902,320,928]
post-name-scale: আউট হাউজ মটর ড্রাইভার বেতন স্কেল-৯৩০০-২২৪৯০/- (১৬ তম গ্রেড) [115,1270,262,1307]
